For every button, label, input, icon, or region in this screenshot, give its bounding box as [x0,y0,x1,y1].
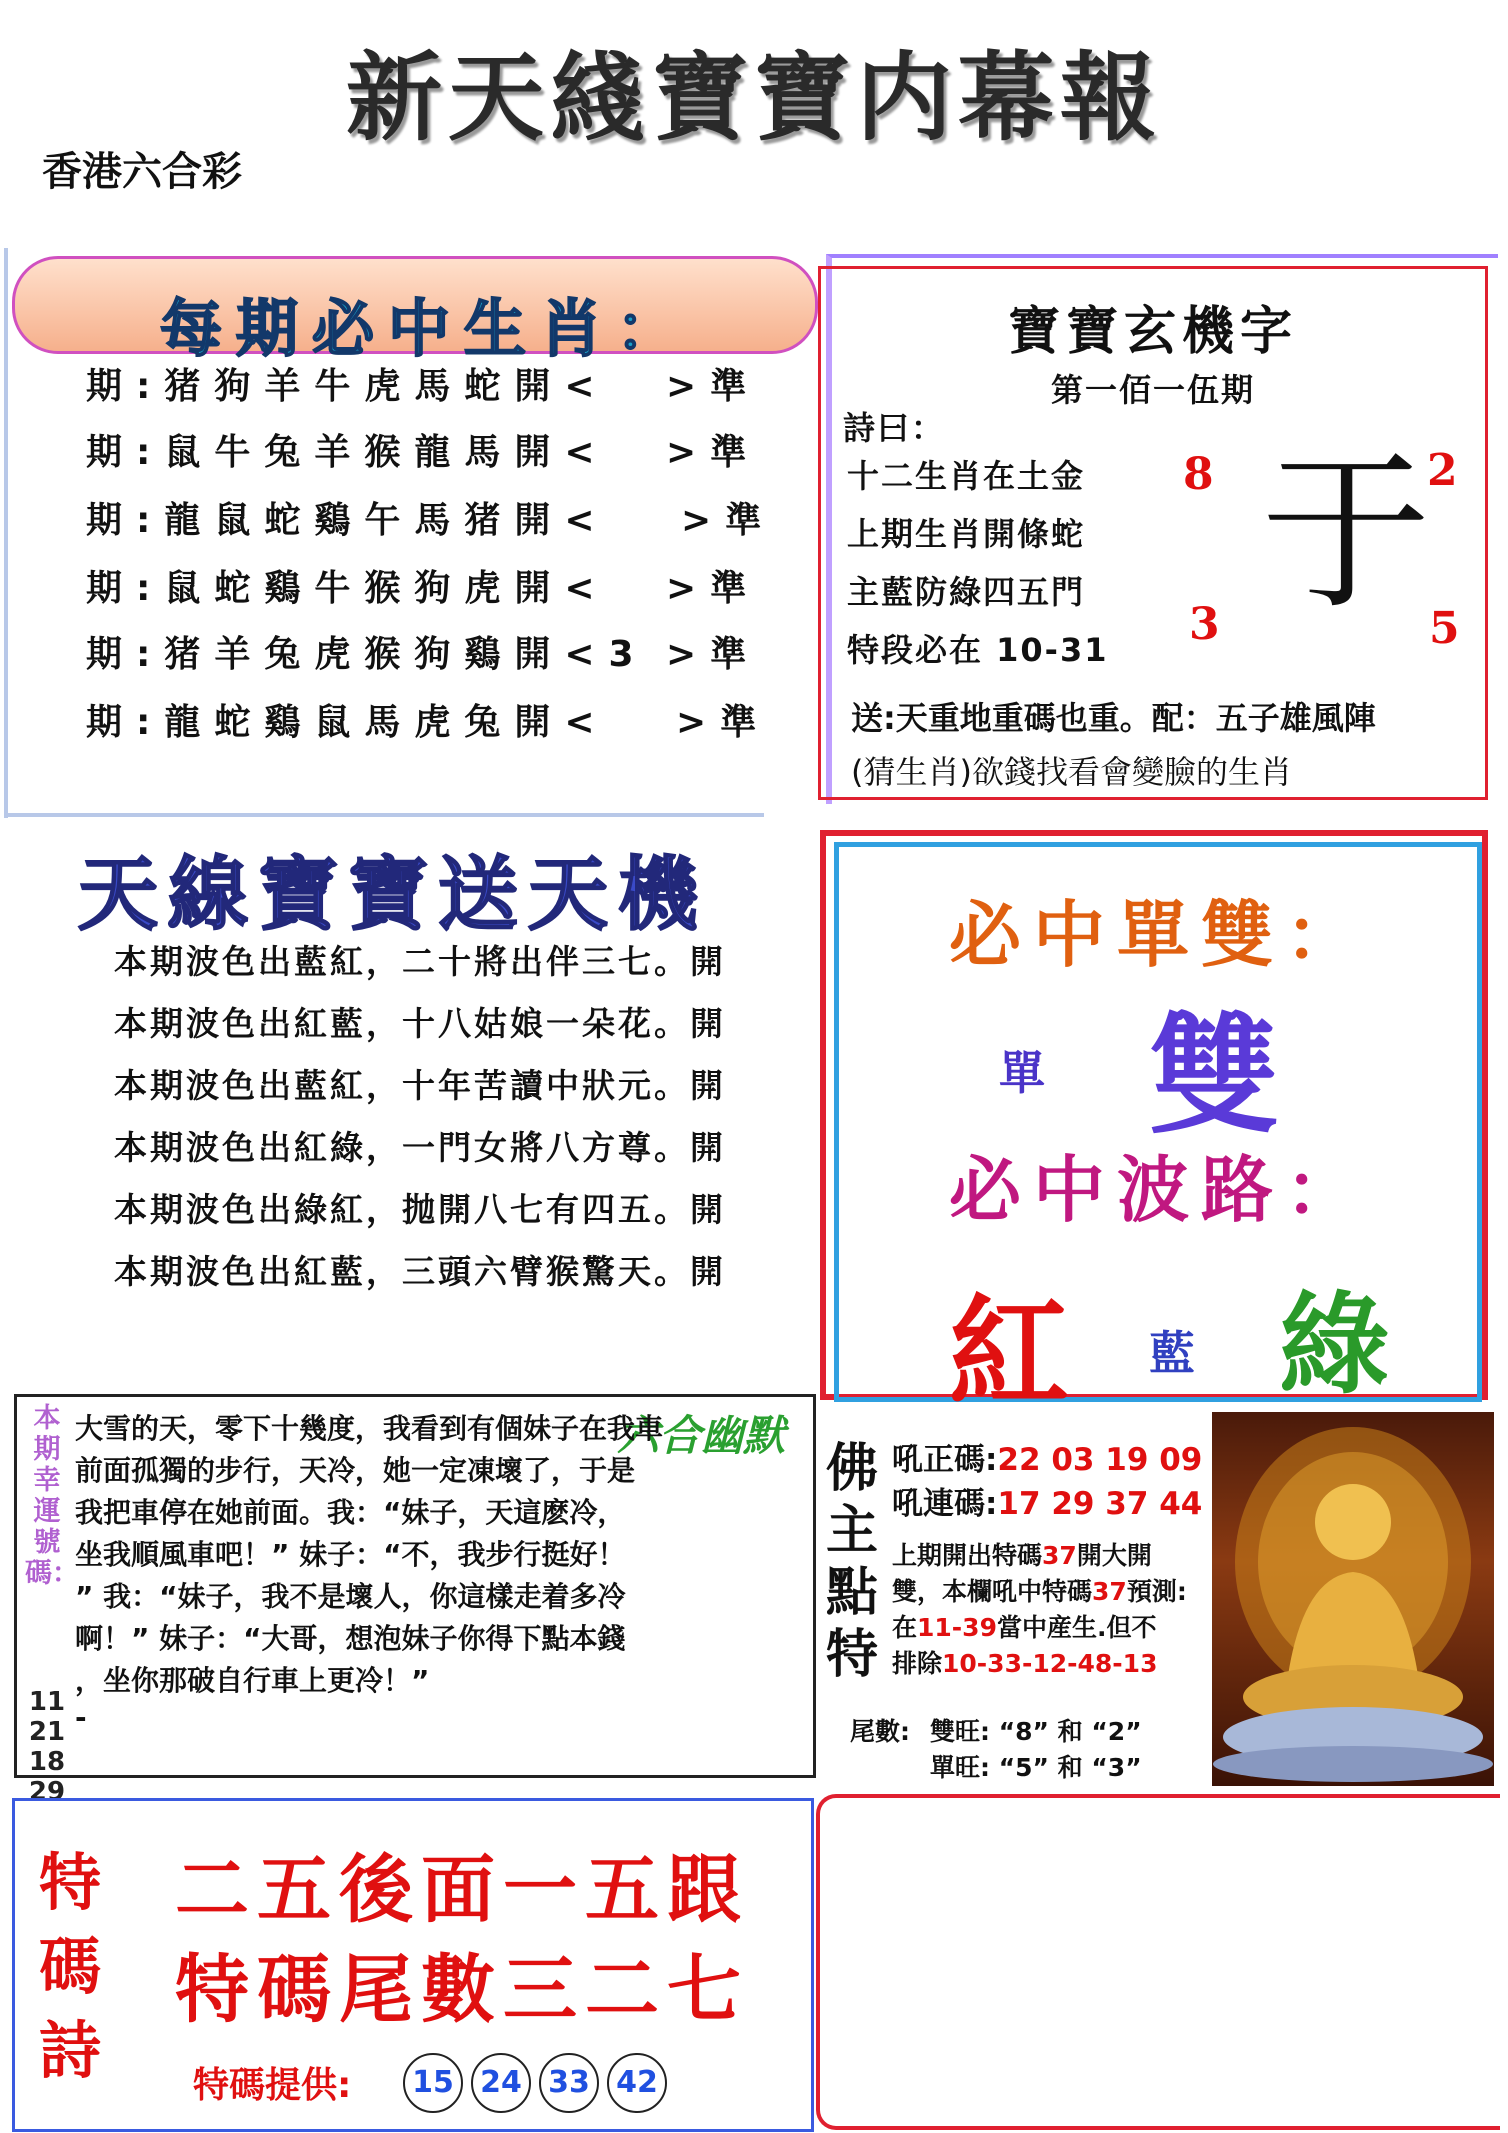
wave-red: 紅 [949,1282,1069,1423]
heaven-row: 本期波色出藍紅，十年苦讀中狀元。開 [114,1066,726,1105]
hint-line: 送:天重地重碼也重。配：五子雄風陣 [851,699,1376,737]
zodiac-row [86,560,761,611]
number-ball: 33 [539,2053,599,2113]
poem-label: 詩曰： [843,409,946,447]
zodiac-row-label: 期:龍蛇鷄鼠馬虎兔開< [86,702,609,743]
zodiac-row-end: >準 [666,568,761,609]
zodiac-section [4,248,814,818]
link-codes [892,1478,1202,1523]
zodiac-row-end: >準 [666,634,761,675]
number-ball: 42 [607,2053,667,2113]
heaven-row: 本期波色出綠紅，抛開八七有四五。開 [114,1190,726,1229]
zodiac-row-end: >準 [666,432,761,473]
buddha-section [824,1400,1494,1786]
empty-panel [816,1794,1500,2130]
machine-word-issue: 第一佰一伍期 [1050,371,1255,409]
divider [4,813,764,817]
machine-character: 于 [1261,435,1432,633]
note-highlight: 37 [1092,1577,1127,1606]
story-line: 我把車停在她前面。我：“妹子，天這麽冷， [75,1496,626,1529]
link-codes-value: 17 29 37 44 [997,1486,1203,1522]
link-codes-label: 吼連碼: [892,1486,998,1522]
tail-even: 雙旺: “8” 和 “2” [930,1717,1142,1746]
zodiac-row [86,626,761,677]
note-text: 預測: [1126,1577,1187,1606]
buddha-vertical-title: 佛主點特 [825,1438,878,1685]
hint-number: 5 [1429,603,1460,654]
zodiac-row [86,694,771,745]
note-text: 排除 [892,1649,943,1678]
even-label: 雙 [1149,999,1280,1152]
story-line: 坐我順風車吧！” 妹子：“不，我步行挺好！ [75,1538,626,1571]
note-text: 當中産生.但不 [996,1613,1157,1642]
heaven-row: 本期波色出藍紅，二十將出伴三七。開 [114,942,726,981]
zodiac-row-end: >準 [681,500,776,541]
hint-line: (猜生肖)欲錢找看會變臉的生肖 [851,753,1292,791]
main-codes-value: 22 03 19 09 [997,1442,1203,1478]
buddha-icon [1212,1412,1494,1786]
story-line: ，坐你那破自行車上更冷！” [75,1664,430,1697]
story-line: ” 我：“妹子，我不是壞人，你這樣走着多冷 [75,1580,626,1613]
main-codes [892,1434,1202,1479]
page-subtitle: 香港六合彩 [42,149,242,195]
zodiac-row [86,358,761,409]
story-line: 啊！” 妹子：“大哥，想泡妹子你得下點本錢 [75,1622,626,1655]
buddha-note [892,1572,1187,1608]
lucky-label: 本期幸運號碼： [25,1403,79,1589]
special-poem-section [12,1798,814,2132]
note-text: 雙，本欄吼中特碼 [892,1577,1093,1606]
hint-number: 2 [1427,445,1458,496]
poem-line: 十二生肖在土金 [847,457,1086,495]
buddha-note [892,1608,1156,1644]
humor-tag: 六合幽默 [617,1411,786,1460]
machine-word-title: 寶寶玄機字 [1007,301,1298,362]
story-line: 大雪的天，零下十幾度，我看到有個妹子在我車 [75,1412,664,1445]
tail-odd: 單旺: “5” 和 “3” [930,1753,1142,1782]
hint-number: 3 [1189,599,1220,650]
wave-green: 綠 [1279,1280,1389,1409]
note-highlight: 11-39 [917,1613,997,1642]
number-ball: 24 [471,2053,531,2113]
story-line: - [75,1701,87,1734]
buddha-note [892,1644,1157,1680]
zodiac-row-end: >準 [666,366,761,407]
wave-blue: 藍 [1149,1326,1195,1380]
zodiac-row-label: 期:龍鼠蛇鷄午馬猪開< [86,500,609,541]
special-poem-line: 二五後面一五跟 [175,1847,749,1933]
zodiac-row-label: 期:鼠蛇鷄牛猴狗虎開< [86,568,609,609]
wave-heading: 必中波路： [949,1147,1370,1232]
note-text: 上期開出特碼 [892,1541,1043,1570]
zodiac-row-label: 期:猪狗羊牛虎馬蛇開< [86,366,609,407]
zodiac-heading: 每期必中生肖： [160,292,693,365]
page-title: 新天綫寶寶内幕報 [346,41,1162,154]
zodiac-row-label: 期:猪羊兔虎猴狗鷄開<3 [86,634,648,675]
heaven-row: 本期波色出紅藍，三頭六臂猴驚天。開 [114,1252,726,1291]
heaven-row: 本期波色出紅藍，十八姑娘一朵花。開 [114,1004,726,1043]
special-poem-vertical: 特碼詩 [38,1846,101,2087]
note-text: 在 [892,1613,918,1642]
divider [4,248,8,818]
poem-line: 主藍防綠四五門 [847,573,1086,611]
provider-label: 特碼提供: [193,2065,352,2106]
poem-line: 特段必在 10-31 [847,631,1109,669]
machine-word-section [818,266,1488,800]
tail-label: 尾數: [850,1717,910,1746]
lucky-numbers: 11 21 18 29 [28,1687,66,1807]
buddha-image [1212,1412,1494,1786]
story-line: 前面孤獨的步行，天冷，她一定凍壞了，于是 [75,1454,636,1487]
hint-number: 8 [1183,449,1214,500]
heaven-title: 天線寶寶送天機 [78,847,708,941]
zodiac-heading-banner [12,256,818,365]
odd-even-section [834,842,1482,1423]
odd-label: 單 [999,1046,1045,1100]
zodiac-row [86,424,761,475]
odd-even-heading: 必中單雙： [949,892,1370,977]
zodiac-row-label: 期:鼠牛兔羊猴龍馬開< [86,432,609,473]
number-ball: 15 [403,2053,463,2113]
main-codes-label: 吼正碼: [892,1442,998,1478]
special-poem-line: 特碼尾數三二七 [175,1947,749,2033]
zodiac-row [86,492,776,543]
buddha-note [892,1536,1152,1572]
poem-line: 上期生肖開條蛇 [847,515,1086,553]
zodiac-row-end: >準 [676,702,771,743]
heaven-row: 本期波色出紅綠，一門女將八方尊。開 [114,1128,726,1167]
note-highlight: 10-33-12-48-13 [942,1649,1158,1678]
story-section [14,1394,816,1807]
note-highlight: 37 [1042,1541,1077,1570]
note-text: 開大開 [1076,1541,1152,1570]
